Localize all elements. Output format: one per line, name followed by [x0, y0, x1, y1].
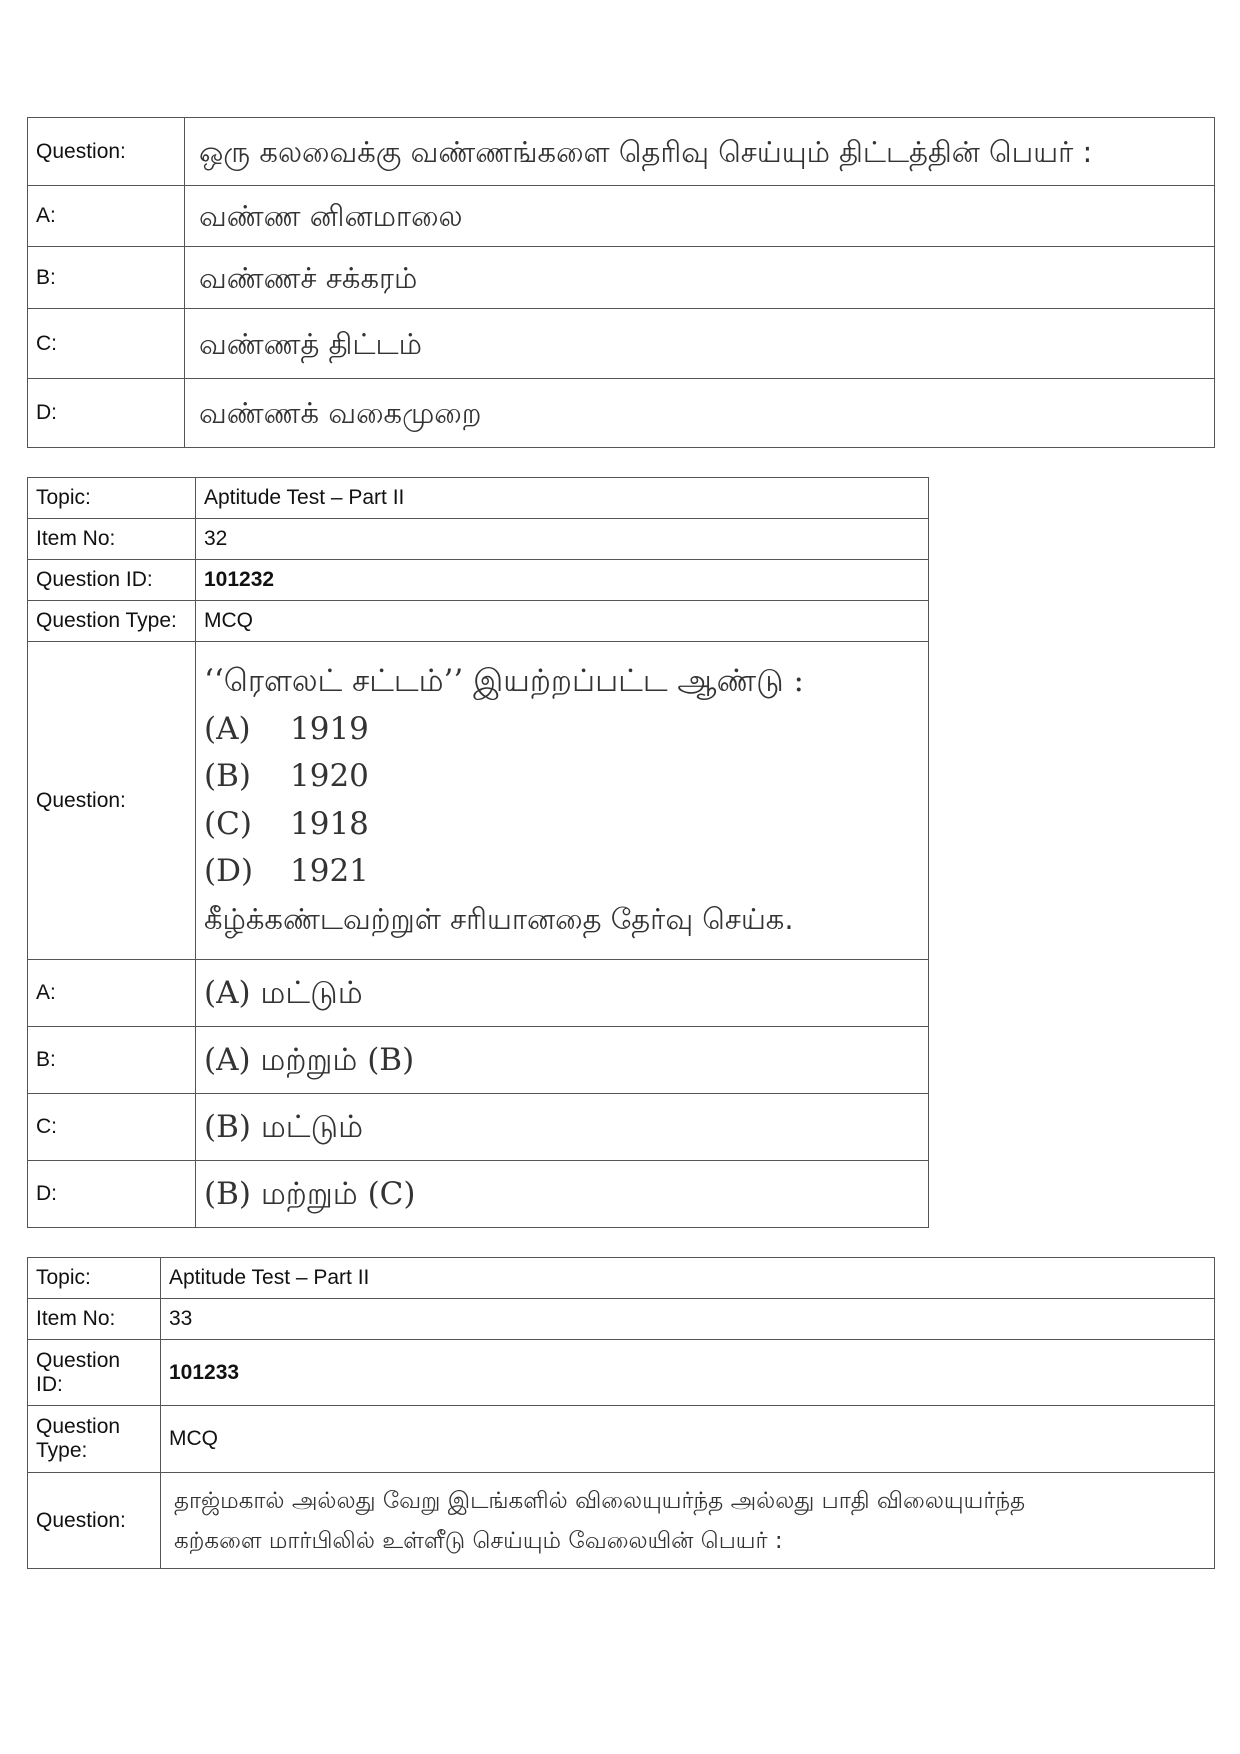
question-type-row	[28, 1406, 1215, 1473]
topic-row	[28, 478, 929, 519]
question-line: தாஜ்மகால் அல்லது வேறு இடங்களில் விலையுயர்ந்த அல்லது பாதி விலையுயர்ந்த	[174, 1487, 1026, 1514]
topic-value: Aptitude Test – Part II	[196, 478, 929, 519]
topic-label: Topic:	[28, 478, 196, 519]
option-label: A:	[28, 186, 185, 247]
question-text: ஒரு கலவைக்கு வண்ணங்களை தெரிவு செய்யும் திட்டத்தின் பெயர் :	[185, 118, 1215, 186]
option-label: A:	[28, 960, 196, 1027]
item-row	[28, 519, 929, 560]
option-row-d	[28, 379, 1215, 448]
question-stem: ‘‘ரௌலட் சட்டம்’’ இயற்றப்பட்ட ஆண்டு :	[204, 663, 804, 699]
option-text: வண்ண னினமாலை	[185, 186, 1215, 247]
choice-a	[204, 706, 920, 754]
question-label: Question:	[28, 1473, 161, 1569]
question-instruction: கீழ்க்கண்டவற்றுள் சரியானதை தேர்வு செய்க.	[204, 901, 794, 936]
option-row-a	[28, 186, 1215, 247]
choice-b	[204, 753, 920, 801]
choice-value: 1919	[290, 710, 369, 747]
question-id-row	[28, 560, 929, 601]
question-type-label: Question Type:	[28, 601, 196, 642]
question-id-label: Question ID:	[28, 560, 196, 601]
option-text: வண்ணத் திட்டம்	[185, 309, 1215, 379]
question-label: Question:	[28, 642, 196, 960]
option-text: (B) மற்றும் (C)	[196, 1161, 929, 1228]
choice-tag: (D)	[204, 853, 254, 889]
choice-value: 1920	[290, 758, 369, 794]
option-row-b	[28, 1027, 929, 1094]
option-label: D:	[28, 379, 185, 448]
choice-tag: (A)	[204, 710, 251, 747]
question-body	[161, 1473, 1215, 1569]
question-row	[28, 118, 1215, 186]
question-table-1	[27, 117, 1215, 448]
question-id-value: 101233	[169, 1360, 240, 1384]
topic-row	[28, 1258, 1215, 1299]
question-type-value: MCQ	[161, 1406, 1215, 1473]
topic-label: Topic:	[28, 1258, 161, 1299]
question-id-value: 101232	[204, 568, 275, 591]
option-row-d	[28, 1161, 929, 1228]
question-table-3	[27, 1257, 1215, 1569]
item-label: Item No:	[28, 1299, 161, 1340]
question-row	[28, 1473, 1215, 1569]
question-id-label: Question ID:	[28, 1340, 161, 1406]
option-text: (A) மற்றும் (B)	[196, 1027, 929, 1094]
choice-tag: (C)	[204, 805, 252, 842]
option-row-a	[28, 960, 929, 1027]
question-label: Question:	[28, 118, 185, 186]
option-label: C:	[28, 309, 185, 379]
item-value: 32	[196, 519, 929, 560]
topic-value: Aptitude Test – Part II	[161, 1258, 1215, 1299]
item-row	[28, 1299, 1215, 1340]
question-type-label: Question Type:	[28, 1406, 161, 1473]
option-label: C:	[28, 1094, 196, 1161]
question-table-2	[27, 477, 929, 1228]
question-id-row	[28, 1340, 1215, 1406]
choice-d	[204, 848, 920, 896]
question-type-value: MCQ	[196, 601, 929, 642]
choice-value: 1918	[290, 805, 369, 842]
option-text: வண்ணச் சக்கரம்	[185, 247, 1215, 309]
option-label: D:	[28, 1161, 196, 1228]
option-row-b	[28, 247, 1215, 309]
option-text: வண்ணக் வகைமுறை	[185, 379, 1215, 448]
option-text: (B) மட்டும்	[196, 1094, 929, 1161]
option-label: B:	[28, 247, 185, 309]
option-row-c	[28, 309, 1215, 379]
choice-c	[204, 801, 920, 849]
item-value: 33	[161, 1299, 1215, 1340]
question-body	[196, 642, 929, 960]
choice-tag: (B)	[204, 758, 251, 794]
option-text: (A) மட்டும்	[196, 960, 929, 1027]
option-row-c	[28, 1094, 929, 1161]
question-row	[28, 642, 929, 960]
choice-value: 1921	[290, 853, 369, 889]
question-line: கற்களை மார்பிலில் உள்ளீடு செய்யும் வேலையின் பெயர் :	[174, 1527, 783, 1554]
question-type-row	[28, 601, 929, 642]
option-label: B:	[28, 1027, 196, 1094]
item-label: Item No:	[28, 519, 196, 560]
